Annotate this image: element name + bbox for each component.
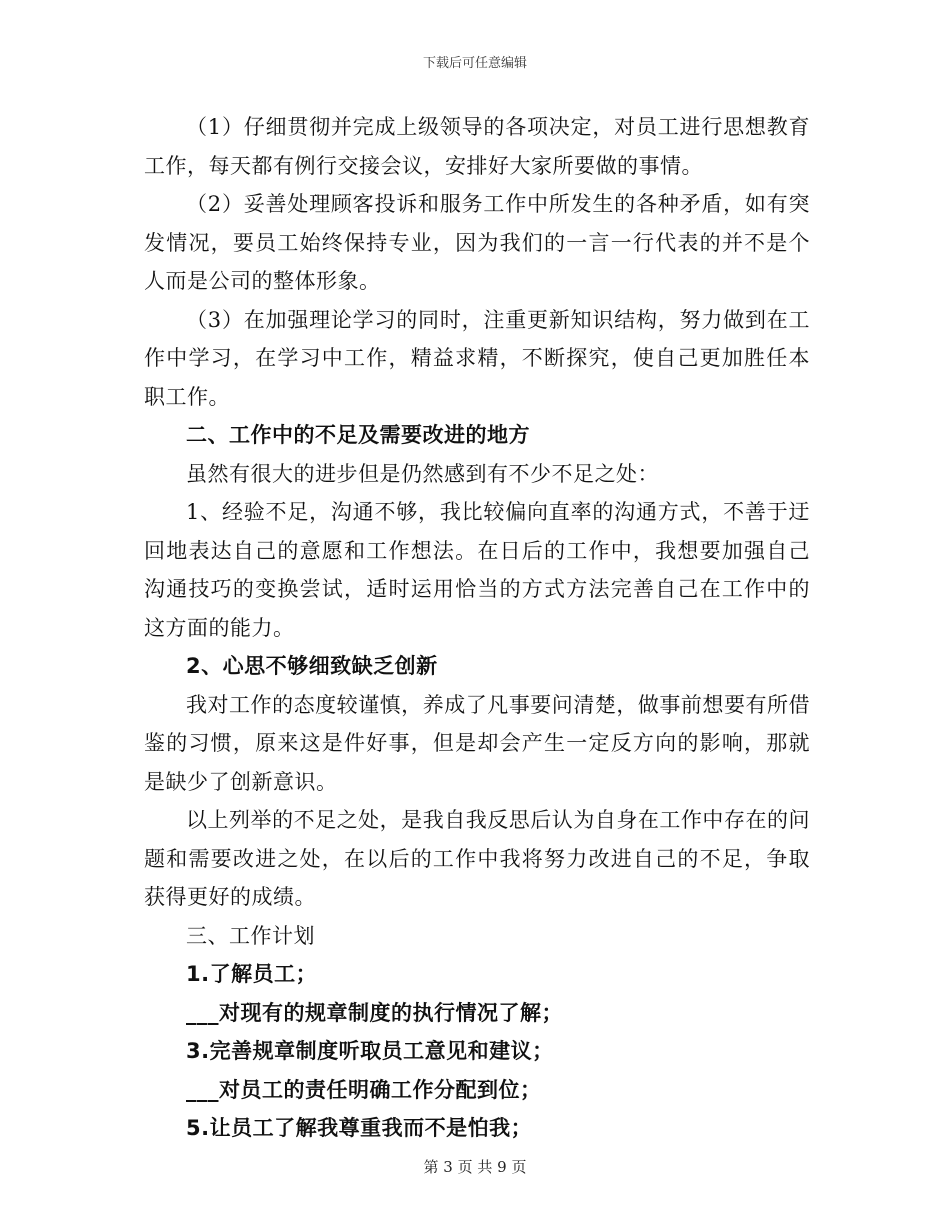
plan-item-5: 5.让员工了解我尊重我而不是怕我； — [186, 1116, 533, 1140]
plan-item-3: 3.完善规章制度听取员工意见和建议； — [186, 1039, 554, 1063]
paragraph-5: 1、经验不足，沟通不够，我比较偏向直率的沟通方式，不善于迂回地表达自己的意愿和工作想法。在日后的工作中，我想要加强自己沟通技巧的变换尝试，适时运用恰当的方式方法完善自己在工作中的这方面的能力。 — [144, 500, 810, 640]
document-body — [144, 108, 810, 1148]
paragraph-1: （1）仔细贯彻并完成上级领导的各项决定，对员工进行思想教育工作，每天都有例行交接会议，安排好大家所要做的事情。 — [144, 115, 810, 178]
section-2-heading: 二、工作中的不足及需要改进的地方 — [186, 423, 530, 447]
plan-item-1: 1.了解员工； — [186, 962, 318, 986]
paragraph-4: 虽然有很大的进步但是仍然感到有不少不足之处： — [186, 461, 659, 486]
paragraph-3: （3）在加强理论学习的同时，注重更新知识结构，努力做到在工作中学习，在学习中工作，精益求精，不断探究，使自己更加胜任本职工作。 — [144, 307, 810, 409]
section-3-heading: 三、工作计划 — [186, 923, 315, 948]
plan-item-2: ___对现有的规章制度的执行情况了解； — [186, 1000, 563, 1025]
page-header: 下载后可任意编辑 — [422, 56, 527, 71]
paragraph-6: 我对工作的态度较谨慎，养成了凡事要问清楚，做事前想要有所借鉴的习惯，原来这是件好事，但是却会产生一定反方向的影响，那就是缺少了创新意识。 — [144, 692, 810, 794]
plan-item-4: ___对员工的责任明确工作分配到位； — [186, 1077, 542, 1102]
item-2-heading: 2、心思不够细致缺乏创新 — [186, 654, 438, 678]
paragraph-7: 以上列举的不足之处，是我自我反思后认为自身在工作中存在的问题和需要改进之处，在以后的工作中我将努力改进自己的不足，争取获得更好的成绩。 — [144, 808, 810, 909]
paragraph-2: （2）妥善处理顾客投诉和服务工作中所发生的各种矛盾，如有突发情况，要员工始终保持专业，因为我们的一言一行代表的并不是个人而是公司的整体形象。 — [144, 192, 810, 293]
page-footer: 第 3 页 共 9 页 — [423, 1158, 527, 1176]
